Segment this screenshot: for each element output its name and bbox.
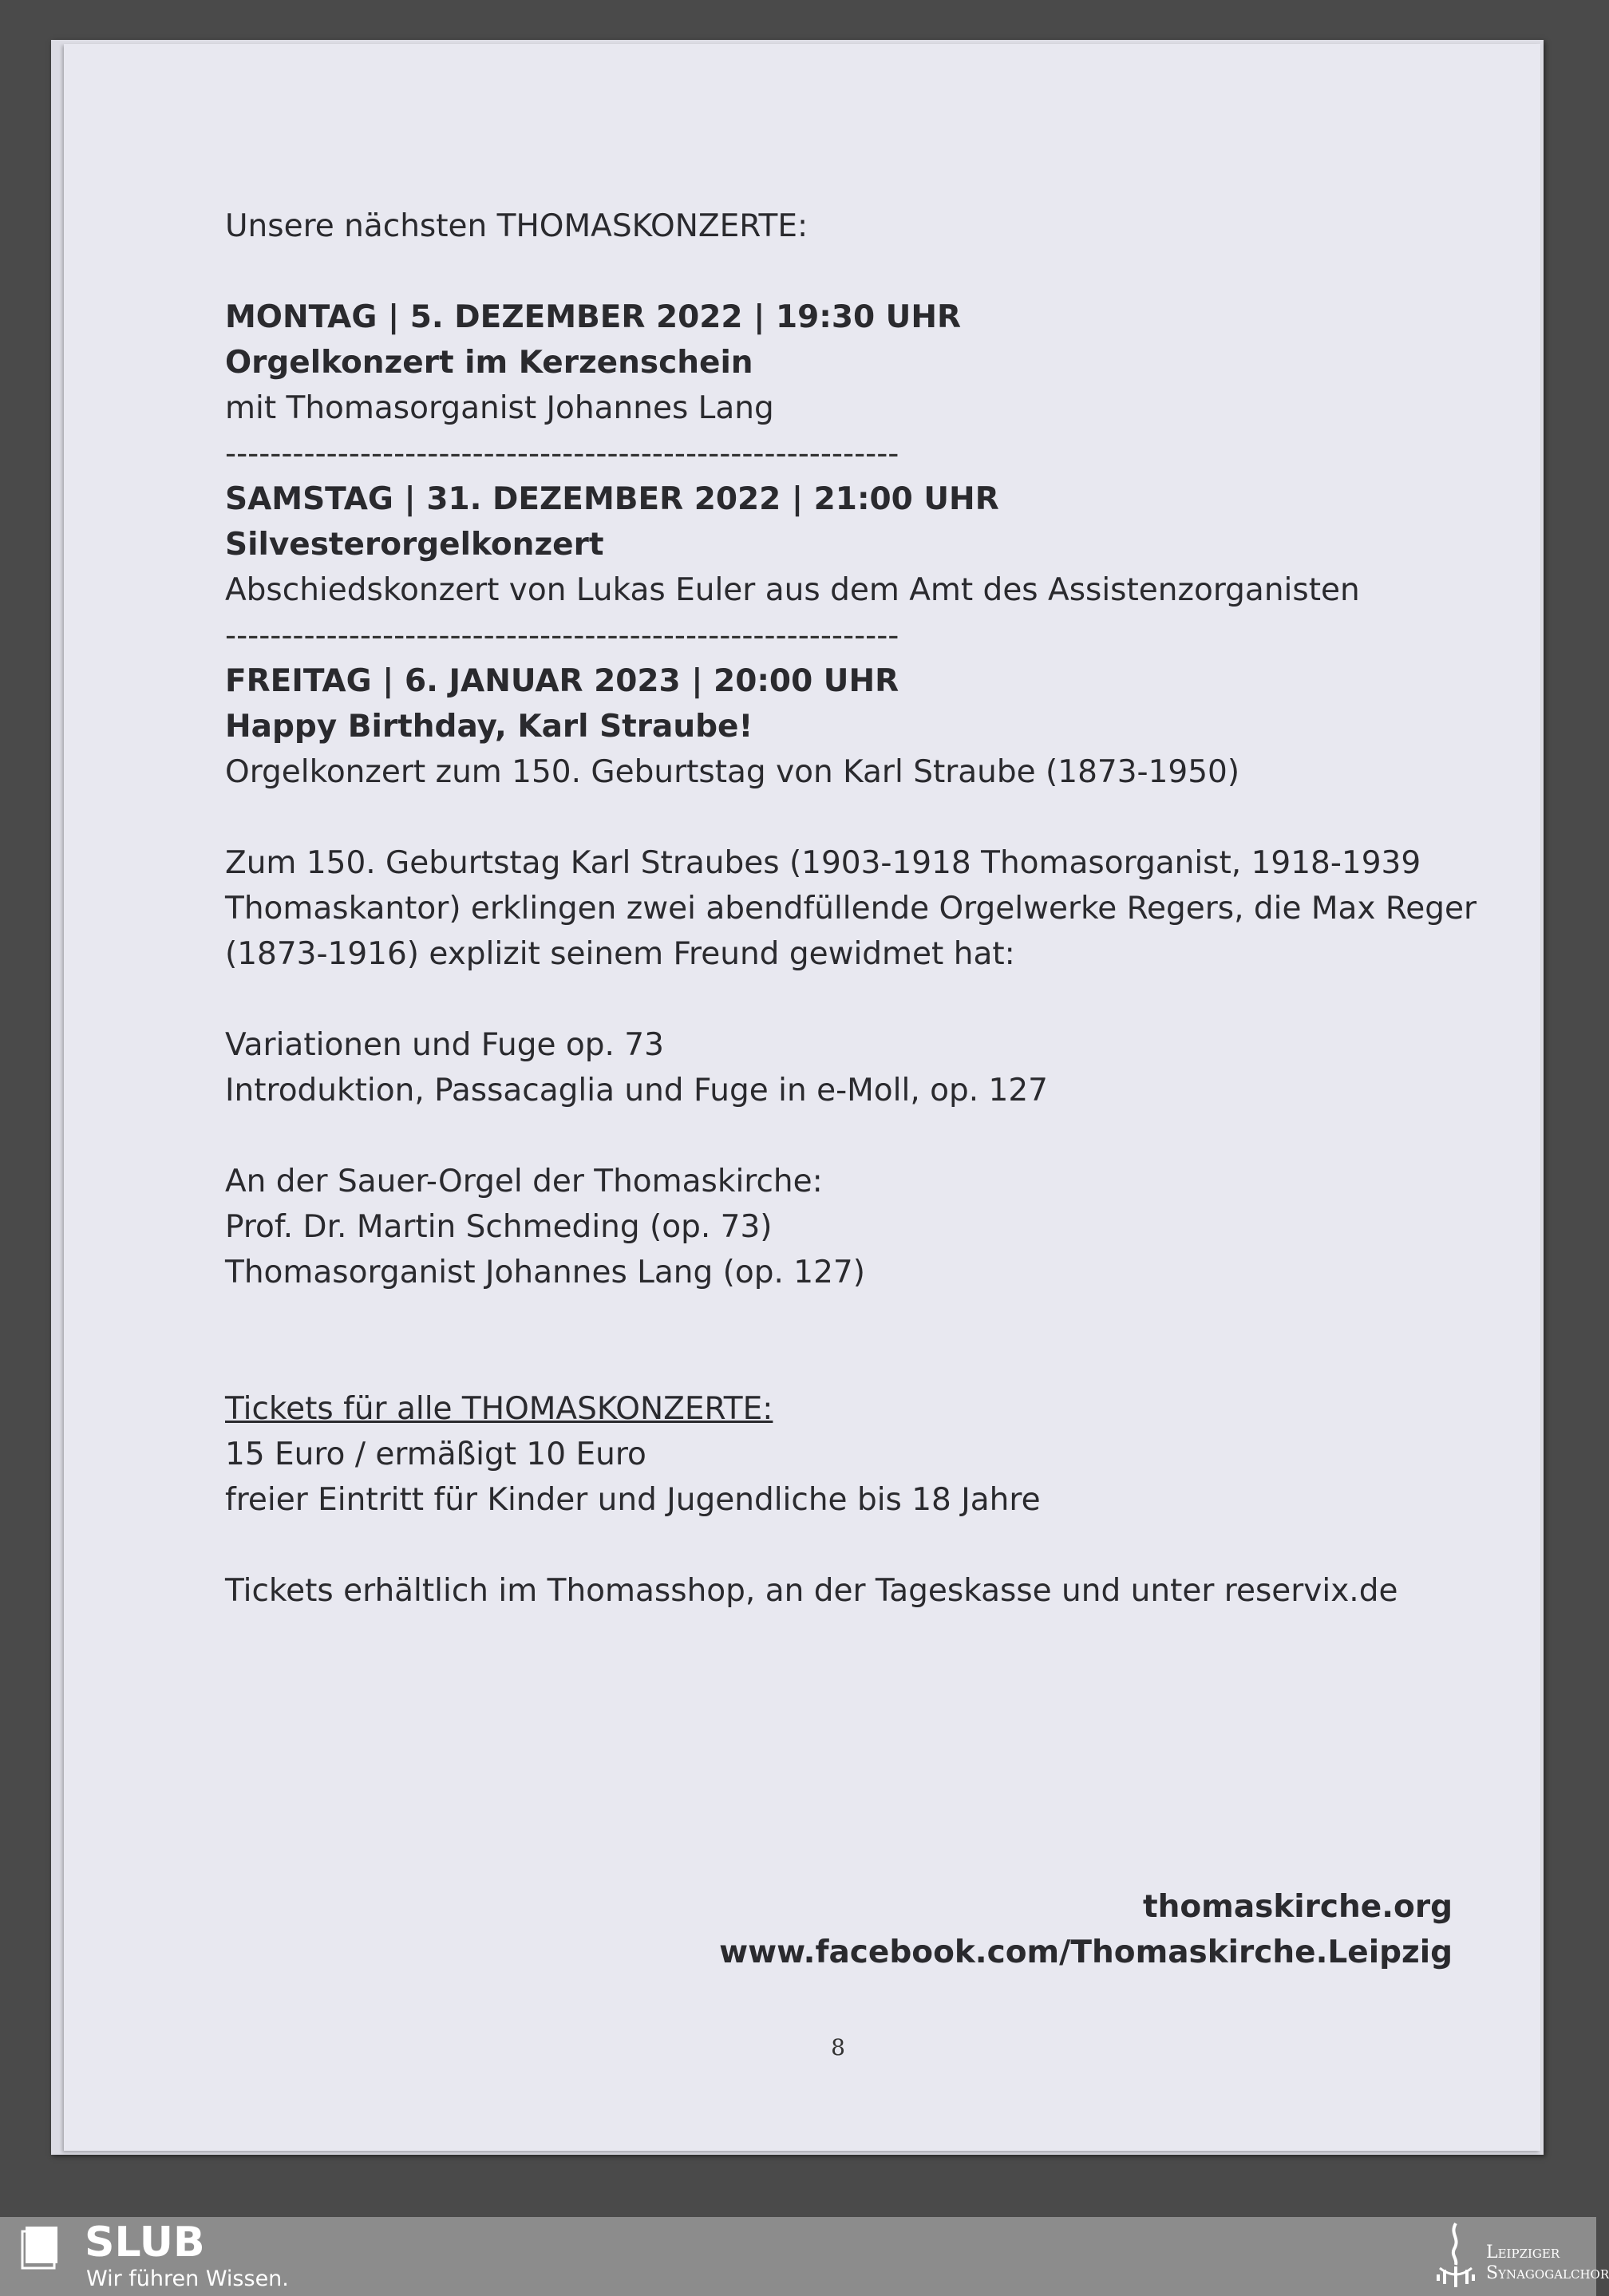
event-date: FREITAG | 6. JANUAR 2023 | 20:00 UHR — [225, 663, 899, 699]
divider: ------------------------------------------------------------ — [225, 618, 899, 654]
paragraph-line: (1873-1916) explizit seinem Freund gewidmet hat: — [225, 936, 1015, 972]
performers-heading: An der Sauer-Orgel der Thomaskirche: — [225, 1164, 823, 1199]
work-item: Introduktion, Passacaglia und Fuge in e-Moll, op. 127 — [225, 1073, 1048, 1108]
divider: ------------------------------------------------------------ — [225, 436, 899, 472]
facebook-link[interactable]: www.facebook.com/Thomaskirche.Leipzig — [719, 1934, 1453, 1970]
book-icon — [21, 2223, 65, 2270]
event-2 — [225, 476, 1470, 613]
choir-name-line1: Leipziger — [1486, 2243, 1560, 2262]
library-tagline: Wir führen Wissen. — [86, 2266, 289, 2291]
tickets-heading: Tickets für alle THOMASKONZERTE: — [225, 1391, 773, 1427]
tickets-free-entry: freier Eintritt für Kinder und Jugendliche bis 18 Jahre — [225, 1482, 1041, 1518]
performer-item: Thomasorganist Johannes Lang (op. 127) — [225, 1255, 865, 1290]
event-description: mit Thomasorganist Johannes Lang — [225, 390, 774, 426]
works-list — [225, 1022, 1470, 1113]
tickets-availability: Tickets erhältlich im Thomasshop, an der Tageskasse und unter reservix.de — [225, 1573, 1398, 1609]
document-content — [225, 204, 1477, 1614]
choir-logo-icon — [1433, 2220, 1478, 2292]
library-logo-name: SLUB — [85, 2219, 205, 2266]
event-description: Orgelkonzert zum 150. Geburtstag von Karl Straube (1873-1950) — [225, 754, 1240, 790]
event-paragraph — [225, 840, 1477, 977]
page-number: 8 — [831, 2034, 845, 2061]
website-link[interactable]: thomaskirche.org — [1142, 1889, 1453, 1925]
performers-list — [225, 1159, 1470, 1295]
event-date: MONTAG | 5. DEZEMBER 2022 | 19:30 UHR — [225, 299, 962, 335]
paragraph-line: Zum 150. Geburtstag Karl Straubes (1903-1918 Thomasorganist, 1918-1939 — [225, 845, 1421, 881]
event-date: SAMSTAG | 31. DEZEMBER 2022 | 21:00 UHR — [225, 481, 999, 517]
event-description: Abschiedskonzert von Lukas Euler aus dem Amt des Assistenzorganisten — [225, 572, 1360, 608]
event-title: Orgelkonzert im Kerzenschein — [225, 345, 753, 381]
choir-name — [1486, 2243, 1609, 2284]
event-1 — [225, 294, 1470, 431]
event-title: Silvesterorgelkonzert — [225, 527, 604, 563]
event-3 — [225, 658, 1470, 795]
event-title: Happy Birthday, Karl Straube! — [225, 709, 753, 745]
work-item: Variationen und Fuge op. 73 — [225, 1027, 664, 1063]
tickets-section — [225, 1386, 1470, 1614]
intro-heading: Unsere nächsten THOMASKONZERTE: — [225, 208, 808, 244]
contact-links — [719, 1884, 1453, 1975]
tickets-prices: 15 Euro / ermäßigt 10 Euro — [225, 1436, 646, 1472]
performer-item: Prof. Dr. Martin Schmeding (op. 73) — [225, 1209, 773, 1245]
paragraph-line: Thomaskantor) erklingen zwei abendfüllende Orgelwerke Regers, die Max Reger — [225, 891, 1477, 927]
choir-name-line2: Synagogalchor — [1486, 2263, 1609, 2283]
